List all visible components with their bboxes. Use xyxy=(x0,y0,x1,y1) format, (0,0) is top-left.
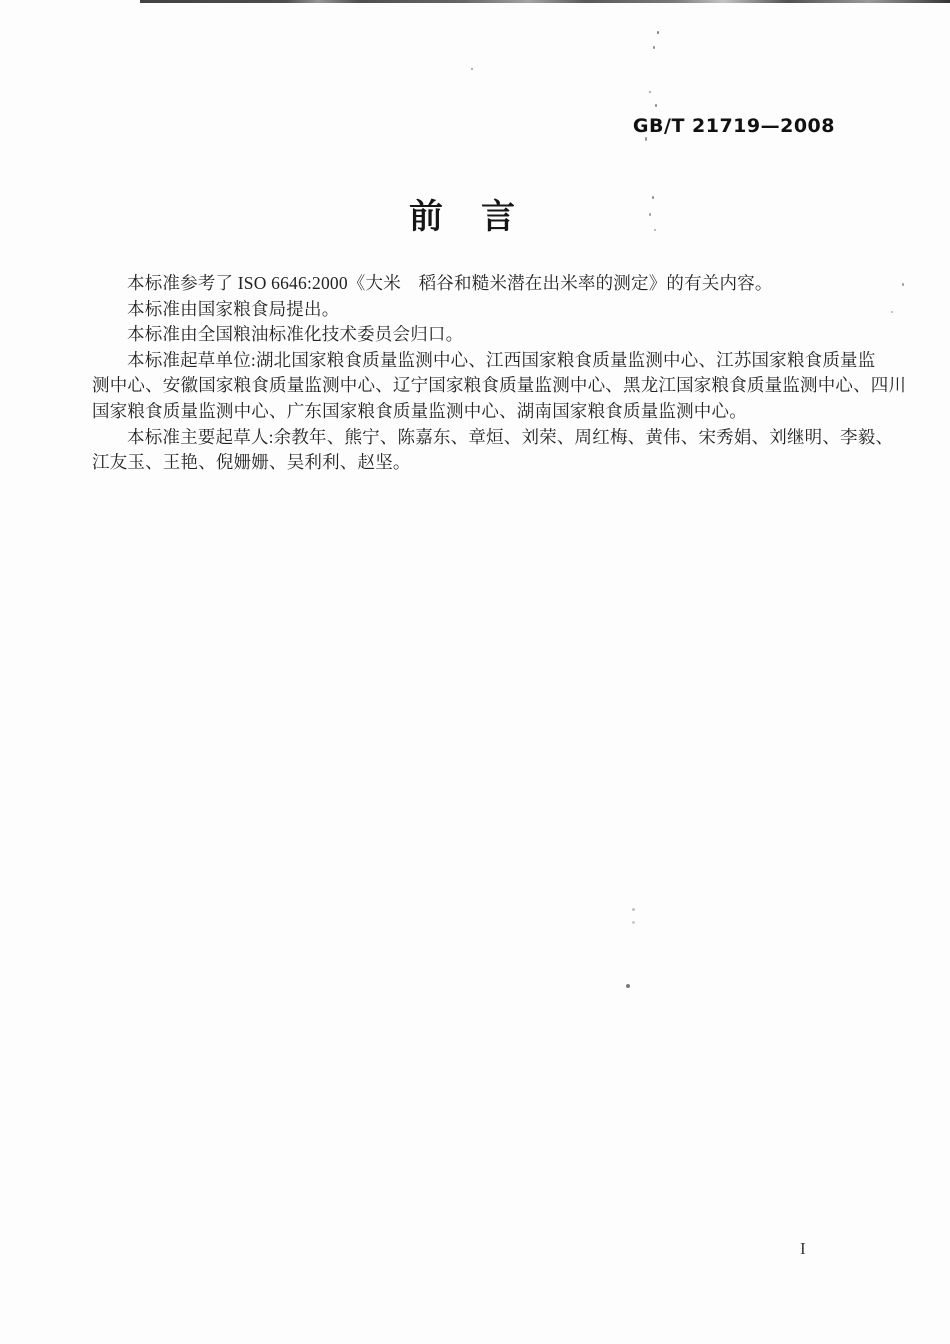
foreword-line: 测中心、安徽国家粮食质量监测中心、辽宁国家粮食质量监测中心、黑龙江国家粮食质量监测中心、四川 xyxy=(92,375,907,396)
foreword-line: 国家粮食质量监测中心、广东国家粮食质量监测中心、湖南国家粮食质量监测中心。 xyxy=(92,400,747,421)
page-number: I xyxy=(800,1239,806,1258)
scan-speck xyxy=(471,68,473,70)
foreword-line: 本标准由国家粮食局提出。 xyxy=(127,298,340,319)
scan-speck xyxy=(657,31,659,34)
scan-speck xyxy=(649,91,651,93)
scan-speck xyxy=(655,104,657,107)
foreword-line: 本标准主要起草人:余教年、熊宁、陈嘉东、章烜、刘荣、周红梅、黄伟、宋秀娟、刘继明、李毅、 xyxy=(127,426,894,447)
scan-speck xyxy=(891,311,893,313)
standard-code-header: GB/T 21719—2008 xyxy=(632,115,835,137)
scan-speck xyxy=(902,283,904,286)
foreword-body xyxy=(92,271,907,476)
foreword-line: 本标准由全国粮油标准化技术委员会归口。 xyxy=(127,324,464,345)
scan-speck xyxy=(626,984,630,988)
page-title: 前 言 xyxy=(409,199,517,236)
scan-speck xyxy=(653,46,655,49)
scan-speck xyxy=(632,921,635,924)
scan-speck xyxy=(645,137,647,141)
foreword-line: 江友玉、王艳、倪姗姗、吴利利、赵坚。 xyxy=(92,452,411,473)
scan-artifact-line xyxy=(140,0,950,3)
foreword-line: 本标准起草单位:湖北国家粮食质量监测中心、江西国家粮食质量监测中心、江苏国家粮食质量监 xyxy=(127,349,876,370)
foreword-line: 本标准参考了 ISO 6646:2000《大米 稻谷和糙米潜在出米率的测定》的有关内容。 xyxy=(127,273,773,293)
scan-speck xyxy=(632,908,635,911)
